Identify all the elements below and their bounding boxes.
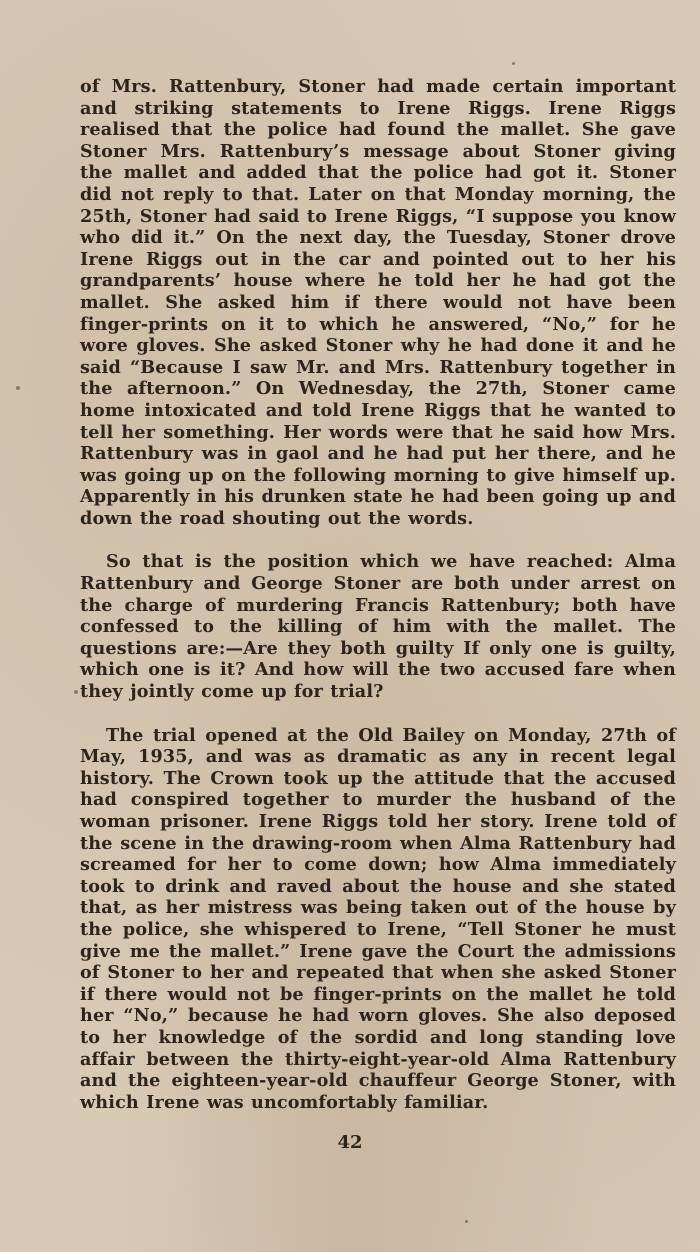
paragraph-position: So that is the position which we have reached: Alma Rattenbury and George Stoner are both under arrest on the charge of murdering Francis Rattenbury; both have confessed to the killing of him with the mallet. The questions are:—Are they both guilty If only one is guilty, which one is it? And how will the two accused fare when they jointly come up for trial? [80,551,676,703]
paragraph-trial: The trial opened at the Old Bailey on Monday, 27th of May, 1935, and was as dramatic as any in recent legal history. The Crown took up the attitude that the accused had conspired together to murder the husband of the woman prisoner. Irene Riggs told her story. Irene told of the scene in the drawing-room when Alma Rattenbury had screamed for her to come down; how Alma immediately took to drink and raved about the house and she stated that, as her mistress was being taken out of the house by the police, she whispered to Irene, “Tell Stoner he must give me the mallet.” Irene gave the Court the admissions of Stoner to her and repeated that when she asked Stoner if there would not be finger-prints on the mallet he told her “No,” because he had worn gloves. She also deposed to her knowledge of the sordid and long standing love affair between the thirty-eight-year-old Alma Rattenbury and the eighteen-year-old chauffeur George Stoner, with which Irene was uncomfortably familiar. [80,724,676,1113]
paragraph-continuation: of Mrs. Rattenbury, Stoner had made certain important and striking statements to Irene Riggs. Irene Riggs realised that the police had found the mallet. She gave Stoner Mrs. Rattenbury’s message about Stoner giving the mallet and added that the police had got it. Stoner did not reply to that. Later on that Monday morning, the 25th, Stoner had said to Irene Riggs, “I suppose you know who did it.” On the next day, the Tuesday, Stoner drove Irene Riggs out in the car and pointed out to her his grandparents’ house where he told her he had got the mallet. She asked him if there would not have been finger-prints on it to which he answered, “No,” for he wore gloves. She asked Stoner why he had done it and he said “Because I saw Mr. and Mrs. Rattenbury together in the afternoon.” On Wednesday, the 27th, Stoner came home intoxicated and told Irene Riggs that he wanted to tell her something. Her words were that he said how Mrs. Rattenbury was in gaol and he had put her there, and he was going up on the following morning to give himself up. Apparently in his drunken state he had been going up and down the road shouting out the words. [80,76,676,529]
paper-speck [465,1220,468,1223]
paper-speck [512,62,515,65]
page-body [80,76,676,1113]
paper-speck [74,690,78,694]
paper-speck [16,386,20,390]
page-number: 42 [337,1132,363,1153]
